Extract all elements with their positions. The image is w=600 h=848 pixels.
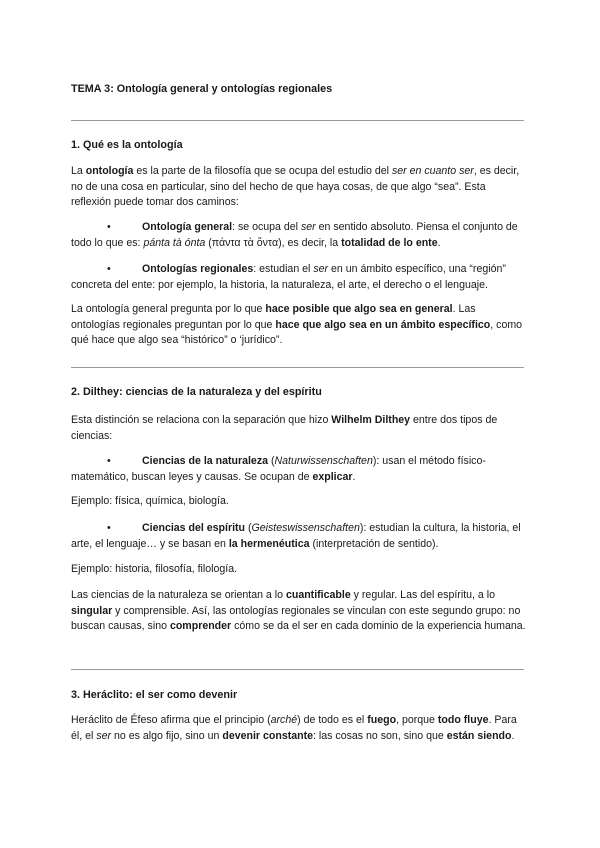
section-2-example-2: Ejemplo: historia, filosofía, filología. [71,563,238,575]
section-divider [71,367,524,368]
section-1-bullet-general: • Ontología general: se ocupa del ser en sentido absoluto. Piensa el conjunto de todo lo que es: pánta tà ónta (πάντα τὰ ὄντα), es decir, la totalidad de lo ente. [71,221,518,249]
document-title: TEMA 3: Ontología general y ontologías regionales [71,83,333,95]
section-2-bullet-espiritu: • Ciencias del espíritu (Geisteswissenschaften): estudian la cultura, la historia, el arte, el lenguaje… y se basan en la hermenéutica (interpretación de sentido). [71,522,521,550]
bullet-icon: • [107,522,111,534]
section-2-heading: 2. Dilthey: ciencias de la naturaleza y del espíritu [71,386,322,398]
section-2-closing: Las ciencias de la naturaleza se orientan a lo cuantificable y regular. Las del espíritu, a lo singular y comprensible. Así, las ontologías regionales se vinculan con este segundo grupo: no buscan causas, sino comprender cómo se da el ser en cada dominio de la experiencia humana. [71,589,526,633]
section-1-heading: 1. Qué es la ontología [71,139,183,151]
section-2-intro: Esta distinción se relaciona con la separación que hizo Wilhelm Dilthey entre dos tipos de ciencias: [71,414,498,442]
section-2-bullet-naturaleza: • Ciencias de la naturaleza (Naturwissenschaften): usan el método físico-matemático, buscan leyes y causas. Se ocupan de explicar. [71,455,486,483]
bullet-icon: • [107,455,111,467]
section-divider [71,120,524,121]
section-1-intro: La ontología es la parte de la filosofía que se ocupa del estudio del ser en cuanto ser, es decir, no de una cosa en particular, sino del hecho de que haya cosas, de que algo “sea”. Esta reflexión puede tomar dos caminos: [71,165,520,209]
section-divider [71,669,524,670]
section-1-closing: La ontología general pregunta por lo que hace posible que algo sea en general. Las ontologías regionales preguntan por lo que hace que algo sea en un ámbito específico, como qué hace que algo sea “histórico” o ‘jurídico”. [71,303,523,347]
bullet-icon: • [107,263,111,275]
section-2-example-1: Ejemplo: física, química, biología. [71,495,229,507]
section-3-heading: 3. Heráclito: el ser como devenir [71,689,238,701]
section-1-bullet-regional: • Ontologías regionales: estudian el ser en un ámbito específico, una “región” concreta del ente: por ejemplo, la historia, la naturaleza, el arte, el derecho o el lenguaje. [71,263,506,291]
section-3-body: Heráclito de Éfeso afirma que el principio (arché) de todo es el fuego, porque todo fluye. Para él, el ser no es algo fijo, sino un devenir constante: las cosas no son, sino que están siendo. [71,714,517,742]
bullet-icon: • [107,221,111,233]
